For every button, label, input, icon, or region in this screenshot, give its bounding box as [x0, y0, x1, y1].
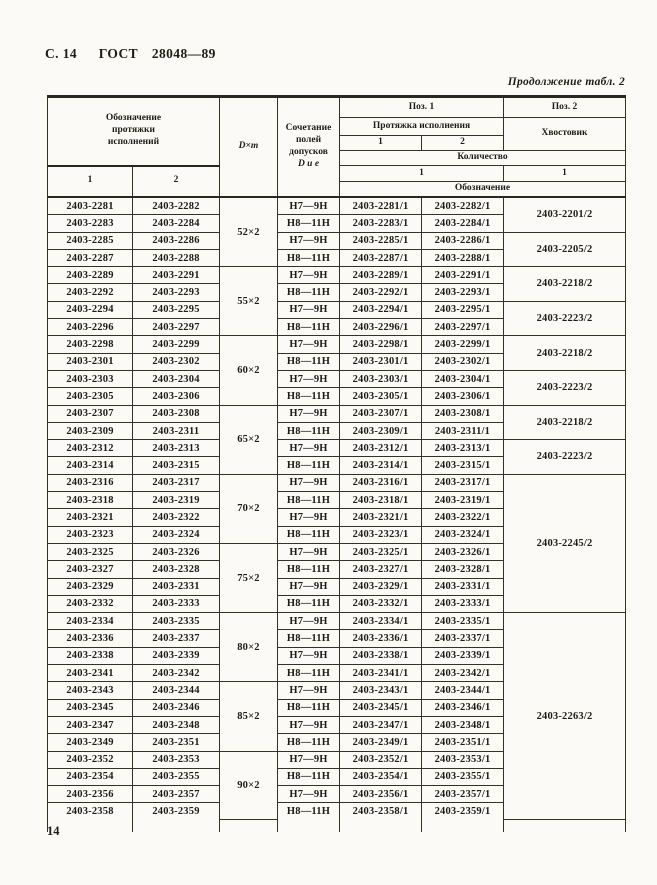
- cell-poz1-exec2: 2403-2311/1: [422, 422, 504, 439]
- cell-poz1-exec1: 2403-2356/1: [340, 786, 422, 803]
- cell-designation-exec2: 2403-2308: [133, 405, 220, 422]
- cell-tolerance-combo: H8—11H: [278, 699, 340, 716]
- cell-tolerance-combo: H8—11H: [278, 457, 340, 474]
- cell-poz1-exec1: 2403-2287/1: [340, 249, 422, 266]
- cell-poz1-exec1: 2403-2298/1: [340, 336, 422, 353]
- table-row: [48, 474, 626, 491]
- open-bottom-cell: [504, 820, 626, 833]
- table-row: [48, 405, 626, 422]
- table-body: [48, 197, 626, 832]
- cell-shank: 2403-2205/2: [504, 232, 626, 267]
- cell-poz1-exec1: 2403-2301/1: [340, 353, 422, 370]
- cell-designation-exec2: 2403-2284: [133, 215, 220, 232]
- cell-designation-exec1: 2403-2301: [48, 353, 133, 370]
- cell-tolerance-combo: H7—9H: [278, 716, 340, 733]
- cell-tolerance-combo: H8—11H: [278, 319, 340, 336]
- cell-designation-exec2: 2403-2299: [133, 336, 220, 353]
- cell-designation-exec1: 2403-2323: [48, 526, 133, 543]
- cell-tolerance-combo: H8—11H: [278, 595, 340, 612]
- cell-dxm: 70×2: [220, 474, 278, 543]
- cell-dxm: 52×2: [220, 197, 278, 267]
- cell-designation-exec2: 2403-2342: [133, 665, 220, 682]
- cell-shank: 2403-2223/2: [504, 370, 626, 405]
- cell-poz1-exec1: 2403-2312/1: [340, 440, 422, 457]
- cell-designation-exec2: 2403-2291: [133, 267, 220, 284]
- cell-dxm: 80×2: [220, 613, 278, 682]
- cell-designation-exec2: 2403-2333: [133, 595, 220, 612]
- cell-poz1-exec1: 2403-2325/1: [340, 543, 422, 560]
- cell-designation-exec1: 2403-2303: [48, 370, 133, 387]
- cell-designation-exec2: 2403-2322: [133, 509, 220, 526]
- quantity-poz1: 1: [340, 166, 504, 182]
- cell-designation-exec2: 2403-2304: [133, 370, 220, 387]
- cell-designation-exec1: 2403-2305: [48, 388, 133, 405]
- cell-shank: 2403-2218/2: [504, 336, 626, 371]
- cell-poz1-exec1: 2403-2305/1: [340, 388, 422, 405]
- cell-poz1-exec1: 2403-2294/1: [340, 301, 422, 318]
- cell-poz1-exec2: 2403-2346/1: [422, 699, 504, 716]
- cell-poz1-exec2: 2403-2348/1: [422, 716, 504, 733]
- cell-designation-exec1: 2403-2332: [48, 595, 133, 612]
- cell-poz1-exec2: 2403-2333/1: [422, 595, 504, 612]
- col-header-dxm: D×m: [220, 97, 278, 198]
- cell-poz1-exec1: 2403-2349/1: [340, 734, 422, 751]
- cell-tolerance-combo: H8—11H: [278, 353, 340, 370]
- cell-tolerance-combo: H8—11H: [278, 734, 340, 751]
- cell-shank: 2403-2218/2: [504, 405, 626, 440]
- cell-poz1-exec1: 2403-2343/1: [340, 682, 422, 699]
- cell-designation-exec1: 2403-2327: [48, 561, 133, 578]
- tolerance-fields: D и е: [297, 158, 320, 169]
- col-header-khvostovik: Хвостовик: [504, 118, 626, 151]
- cell-poz1-exec1: 2403-2345/1: [340, 699, 422, 716]
- cell-tolerance-combo: H8—11H: [278, 388, 340, 405]
- cell-poz1-exec1: 2403-2296/1: [340, 319, 422, 336]
- cell-tolerance-combo: H8—11H: [278, 665, 340, 682]
- cell-designation-exec2: 2403-2357: [133, 786, 220, 803]
- cell-designation-exec1: 2403-2336: [48, 630, 133, 647]
- cell-poz1-exec2: 2403-2315/1: [422, 457, 504, 474]
- cell-poz1-exec2: 2403-2286/1: [422, 232, 504, 249]
- cell-designation-exec1: 2403-2358: [48, 803, 133, 820]
- cell-poz1-exec2: 2403-2359/1: [422, 803, 504, 820]
- cell-designation-exec2: 2403-2331: [133, 578, 220, 595]
- cell-tolerance-combo: H7—9H: [278, 543, 340, 560]
- cell-poz1-exec2: 2403-2308/1: [422, 405, 504, 422]
- cell-poz1-exec1: 2403-2281/1: [340, 197, 422, 215]
- cell-poz1-exec1: 2403-2289/1: [340, 267, 422, 284]
- cell-designation-exec2: 2403-2282: [133, 197, 220, 215]
- cell-poz1-exec1: 2403-2329/1: [340, 578, 422, 595]
- cell-tolerance-combo: H8—11H: [278, 249, 340, 266]
- cell-poz1-exec2: 2403-2304/1: [422, 370, 504, 387]
- table-header: [48, 97, 626, 198]
- cell-designation-exec2: 2403-2313: [133, 440, 220, 457]
- col-header-protyazhka-1: 1: [340, 136, 422, 151]
- cell-designation-exec2: 2403-2317: [133, 474, 220, 491]
- cell-designation-exec1: 2403-2312: [48, 440, 133, 457]
- cell-designation-exec1: 2403-2285: [48, 232, 133, 249]
- cell-designation-exec2: 2403-2348: [133, 716, 220, 733]
- col-header-protyazhka: Протяжка исполнения: [340, 118, 504, 136]
- cell-designation-exec1: 2403-2354: [48, 768, 133, 785]
- cell-tolerance-combo: H7—9H: [278, 405, 340, 422]
- cell-poz1-exec2: 2403-2322/1: [422, 509, 504, 526]
- cell-poz1-exec2: 2403-2337/1: [422, 630, 504, 647]
- cell-poz1-exec1: 2403-2334/1: [340, 613, 422, 630]
- cell-poz1-exec2: 2403-2282/1: [422, 197, 504, 215]
- cell-designation-exec1: 2403-2329: [48, 578, 133, 595]
- cell-designation-exec2: 2403-2339: [133, 647, 220, 664]
- cell-designation-exec1: 2403-2314: [48, 457, 133, 474]
- cell-designation-exec2: 2403-2326: [133, 543, 220, 560]
- open-bottom-cell: [422, 820, 504, 833]
- cell-shank: 2403-2218/2: [504, 267, 626, 302]
- col-header-designation-1: 1: [48, 166, 133, 198]
- cell-designation-exec1: 2403-2298: [48, 336, 133, 353]
- cell-designation-exec2: 2403-2355: [133, 768, 220, 785]
- cell-tolerance-combo: H7—9H: [278, 267, 340, 284]
- cell-tolerance-combo: H7—9H: [278, 751, 340, 768]
- cell-poz1-exec1: 2403-2347/1: [340, 716, 422, 733]
- cell-dxm: 90×2: [220, 751, 278, 820]
- cell-poz1-exec1: 2403-2285/1: [340, 232, 422, 249]
- table-row: [48, 440, 626, 457]
- cell-poz1-exec2: 2403-2355/1: [422, 768, 504, 785]
- cell-poz1-exec2: 2403-2313/1: [422, 440, 504, 457]
- table-row: [48, 370, 626, 387]
- cell-designation-exec2: 2403-2344: [133, 682, 220, 699]
- cell-designation-exec2: 2403-2306: [133, 388, 220, 405]
- open-bottom-cell: [48, 820, 133, 833]
- cell-poz1-exec2: 2403-2328/1: [422, 561, 504, 578]
- cell-designation-exec2: 2403-2293: [133, 284, 220, 301]
- cell-designation-exec2: 2403-2286: [133, 232, 220, 249]
- table-continuation-label: Продолжение табл. 2: [507, 76, 625, 88]
- table-row: [48, 197, 626, 215]
- cell-tolerance-combo: H8—11H: [278, 768, 340, 785]
- col-header-poz2: Поз. 2: [504, 97, 626, 118]
- col-header-designation: Обозначение протяжки исполнений: [48, 97, 220, 166]
- col-header-poz1: Поз. 1: [340, 97, 504, 118]
- cell-shank: 2403-2223/2: [504, 440, 626, 475]
- tolerance-text: Сочетание полей допусков: [285, 123, 332, 157]
- open-bottom-cell: [220, 820, 278, 833]
- cell-poz1-exec1: 2403-2338/1: [340, 647, 422, 664]
- cell-designation-exec1: 2403-2289: [48, 267, 133, 284]
- cell-poz1-exec2: 2403-2324/1: [422, 526, 504, 543]
- cell-poz1-exec1: 2403-2327/1: [340, 561, 422, 578]
- cell-tolerance-combo: H8—11H: [278, 630, 340, 647]
- cell-poz1-exec2: 2403-2319/1: [422, 492, 504, 509]
- cell-designation-exec2: 2403-2324: [133, 526, 220, 543]
- col-header-protyazhka-2: 2: [422, 136, 504, 151]
- table-row: [48, 267, 626, 284]
- cell-poz1-exec1: 2403-2316/1: [340, 474, 422, 491]
- col-header-designation-2: 2: [133, 166, 220, 198]
- cell-dxm: 75×2: [220, 543, 278, 612]
- cell-poz1-exec1: 2403-2354/1: [340, 768, 422, 785]
- col-header-tolerance: [278, 97, 340, 198]
- cell-tolerance-combo: H7—9H: [278, 370, 340, 387]
- cell-designation-exec1: 2403-2325: [48, 543, 133, 560]
- cell-designation-exec2: 2403-2359: [133, 803, 220, 820]
- cell-poz1-exec1: 2403-2314/1: [340, 457, 422, 474]
- cell-tolerance-combo: H7—9H: [278, 613, 340, 630]
- cell-designation-exec1: 2403-2352: [48, 751, 133, 768]
- cell-designation-exec1: 2403-2283: [48, 215, 133, 232]
- table-row: [48, 301, 626, 318]
- cell-poz1-exec2: 2403-2326/1: [422, 543, 504, 560]
- page-number: 14: [47, 824, 60, 838]
- cell-designation-exec1: 2403-2345: [48, 699, 133, 716]
- cell-tolerance-combo: H8—11H: [278, 215, 340, 232]
- cell-tolerance-combo: H8—11H: [278, 422, 340, 439]
- sheet-label: С. 14: [45, 46, 77, 61]
- cell-shank: 2403-2263/2: [504, 613, 626, 820]
- table-row: [48, 232, 626, 249]
- cell-poz1-exec1: 2403-2341/1: [340, 665, 422, 682]
- cell-poz1-exec2: 2403-2335/1: [422, 613, 504, 630]
- cell-designation-exec1: 2403-2316: [48, 474, 133, 491]
- table-open-bottom: [48, 820, 626, 833]
- cell-poz1-exec2: 2403-2297/1: [422, 319, 504, 336]
- cell-tolerance-combo: H8—11H: [278, 492, 340, 509]
- cell-poz1-exec2: 2403-2344/1: [422, 682, 504, 699]
- page-header: [45, 46, 216, 62]
- cell-dxm: 85×2: [220, 682, 278, 751]
- cell-poz1-exec2: 2403-2293/1: [422, 284, 504, 301]
- cell-designation-exec2: 2403-2315: [133, 457, 220, 474]
- cell-designation-exec1: 2403-2321: [48, 509, 133, 526]
- cell-poz1-exec2: 2403-2342/1: [422, 665, 504, 682]
- cell-poz1-exec2: 2403-2353/1: [422, 751, 504, 768]
- cell-designation-exec1: 2403-2318: [48, 492, 133, 509]
- cell-designation-exec2: 2403-2288: [133, 249, 220, 266]
- cell-designation-exec1: 2403-2287: [48, 249, 133, 266]
- cell-tolerance-combo: H7—9H: [278, 474, 340, 491]
- cell-designation-exec2: 2403-2302: [133, 353, 220, 370]
- col-header-oboznachenie: Обозначение: [340, 182, 626, 198]
- cell-designation-exec1: 2403-2296: [48, 319, 133, 336]
- cell-designation-exec2: 2403-2335: [133, 613, 220, 630]
- cell-tolerance-combo: H8—11H: [278, 803, 340, 820]
- cell-tolerance-combo: H8—11H: [278, 284, 340, 301]
- cell-poz1-exec1: 2403-2309/1: [340, 422, 422, 439]
- cell-poz1-exec1: 2403-2318/1: [340, 492, 422, 509]
- cell-designation-exec2: 2403-2353: [133, 751, 220, 768]
- cell-tolerance-combo: H7—9H: [278, 682, 340, 699]
- cell-designation-exec2: 2403-2319: [133, 492, 220, 509]
- cell-dxm: 65×2: [220, 405, 278, 474]
- cell-designation-exec1: 2403-2309: [48, 422, 133, 439]
- cell-designation-exec2: 2403-2337: [133, 630, 220, 647]
- cell-shank: 2403-2201/2: [504, 197, 626, 232]
- cell-tolerance-combo: H8—11H: [278, 561, 340, 578]
- cell-tolerance-combo: H7—9H: [278, 509, 340, 526]
- cell-designation-exec1: 2403-2356: [48, 786, 133, 803]
- cell-designation-exec1: 2403-2349: [48, 734, 133, 751]
- cell-tolerance-combo: H7—9H: [278, 197, 340, 215]
- cell-poz1-exec2: 2403-2299/1: [422, 336, 504, 353]
- cell-poz1-exec2: 2403-2357/1: [422, 786, 504, 803]
- cell-poz1-exec2: 2403-2331/1: [422, 578, 504, 595]
- table-row: [48, 336, 626, 353]
- cell-designation-exec1: 2403-2292: [48, 284, 133, 301]
- cell-designation-exec2: 2403-2328: [133, 561, 220, 578]
- cell-designation-exec1: 2403-2334: [48, 613, 133, 630]
- cell-designation-exec2: 2403-2346: [133, 699, 220, 716]
- cell-poz1-exec1: 2403-2332/1: [340, 595, 422, 612]
- cell-designation-exec2: 2403-2297: [133, 319, 220, 336]
- cell-poz1-exec1: 2403-2292/1: [340, 284, 422, 301]
- cell-poz1-exec1: 2403-2336/1: [340, 630, 422, 647]
- doc-label: ГОСТ: [98, 46, 139, 61]
- cell-shank: 2403-2223/2: [504, 301, 626, 336]
- cell-tolerance-combo: H7—9H: [278, 440, 340, 457]
- cell-poz1-exec2: 2403-2302/1: [422, 353, 504, 370]
- cell-shank: 2403-2245/2: [504, 474, 626, 612]
- cell-designation-exec2: 2403-2351: [133, 734, 220, 751]
- cell-poz1-exec2: 2403-2317/1: [422, 474, 504, 491]
- cell-designation-exec1: 2403-2341: [48, 665, 133, 682]
- cell-poz1-exec2: 2403-2351/1: [422, 734, 504, 751]
- cell-tolerance-combo: H7—9H: [278, 232, 340, 249]
- cell-designation-exec1: 2403-2307: [48, 405, 133, 422]
- cell-designation-exec2: 2403-2295: [133, 301, 220, 318]
- cell-poz1-exec2: 2403-2291/1: [422, 267, 504, 284]
- cell-tolerance-combo: H7—9H: [278, 578, 340, 595]
- cell-designation-exec1: 2403-2281: [48, 197, 133, 215]
- cell-designation-exec1: 2403-2343: [48, 682, 133, 699]
- cell-designation-exec1: 2403-2294: [48, 301, 133, 318]
- quantity-poz2: 1: [504, 166, 626, 182]
- col-header-kolichestvo: Количество: [340, 151, 626, 166]
- cell-tolerance-combo: H7—9H: [278, 301, 340, 318]
- cell-poz1-exec1: 2403-2303/1: [340, 370, 422, 387]
- cell-tolerance-combo: H7—9H: [278, 647, 340, 664]
- cell-poz1-exec2: 2403-2288/1: [422, 249, 504, 266]
- cell-designation-exec1: 2403-2338: [48, 647, 133, 664]
- open-bottom-cell: [133, 820, 220, 833]
- cell-poz1-exec2: 2403-2306/1: [422, 388, 504, 405]
- cell-tolerance-combo: H8—11H: [278, 526, 340, 543]
- cell-poz1-exec1: 2403-2321/1: [340, 509, 422, 526]
- cell-poz1-exec1: 2403-2323/1: [340, 526, 422, 543]
- cell-dxm: 55×2: [220, 267, 278, 336]
- cell-designation-exec2: 2403-2311: [133, 422, 220, 439]
- cell-poz1-exec1: 2403-2358/1: [340, 803, 422, 820]
- cell-poz1-exec2: 2403-2295/1: [422, 301, 504, 318]
- cell-tolerance-combo: H7—9H: [278, 786, 340, 803]
- cell-poz1-exec1: 2403-2352/1: [340, 751, 422, 768]
- cell-poz1-exec2: 2403-2339/1: [422, 647, 504, 664]
- doc-number: 28048—89: [151, 46, 216, 61]
- cell-dxm: 60×2: [220, 336, 278, 405]
- cell-poz1-exec1: 2403-2283/1: [340, 215, 422, 232]
- table-row: [48, 613, 626, 630]
- open-bottom-cell: [278, 820, 340, 833]
- cell-poz1-exec1: 2403-2307/1: [340, 405, 422, 422]
- cell-tolerance-combo: H7—9H: [278, 336, 340, 353]
- cell-poz1-exec2: 2403-2284/1: [422, 215, 504, 232]
- broach-designation-table: [47, 95, 626, 832]
- open-bottom-cell: [340, 820, 422, 833]
- cell-designation-exec1: 2403-2347: [48, 716, 133, 733]
